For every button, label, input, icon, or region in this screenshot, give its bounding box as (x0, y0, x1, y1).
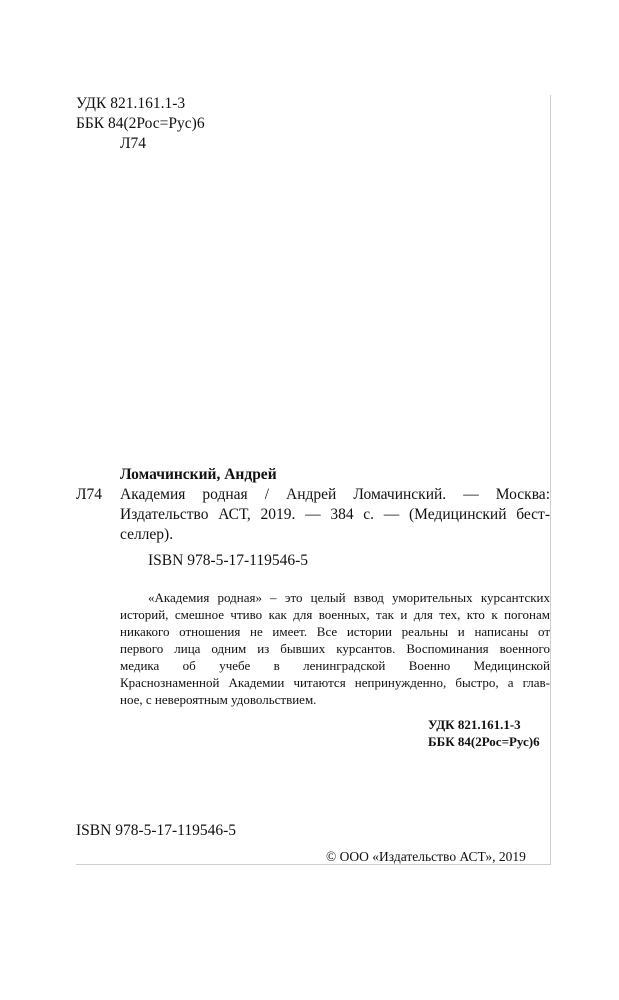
record-author-mark: Л74 (76, 486, 103, 503)
footer-isbn: ISBN 978-5-17-119546-5 (76, 822, 237, 839)
page-border-right (550, 95, 551, 865)
description-line-3: селлер). (120, 526, 174, 543)
copyright-notice: © ООО «Издательство АСТ», 2019 (326, 849, 526, 864)
bottom-udk-code: УДК 821.161.1-3 (428, 717, 521, 732)
annotation-line-3: никакого отношения не имеет. Все истории реальны и написаны от (120, 624, 550, 639)
annotation-line-4: первого лица одним из бывших курсантов. Воспоминания военного (120, 641, 550, 656)
top-author-mark: Л74 (120, 135, 147, 152)
annotation-line-2: историй, смешное чтиво как для военных, так и для тех, кто к погонам (120, 607, 550, 622)
bottom-bbk-code: ББК 84(2Рос=Рус)6 (428, 734, 540, 749)
author-heading: Ломачинский, Андрей (120, 466, 277, 483)
annotation-line-1: «Академия родная» – это целый взвод уморительных курсантских (148, 590, 550, 605)
annotation-line-6: Краснознаменной Академии читаются непринужденно, быстро, а глав- (120, 675, 550, 690)
record-isbn: ISBN 978-5-17-119546-5 (148, 552, 309, 569)
description-line-1: Академия родная / Андрей Ломачинский. — Москва: (120, 486, 550, 503)
annotation-line-5: медика об учебе в ленинградской Военно Медицинской (120, 658, 550, 673)
description-line-2: Издательство АСТ, 2019. — 384 с. — (Медицинский бест- (120, 506, 550, 523)
annotation-line-7: ное, с невероятным удовольствием. (120, 692, 317, 707)
top-bbk-code: ББК 84(2Рос=Рус)6 (76, 115, 205, 132)
top-udk-code: УДК 821.161.1-3 (76, 95, 186, 112)
